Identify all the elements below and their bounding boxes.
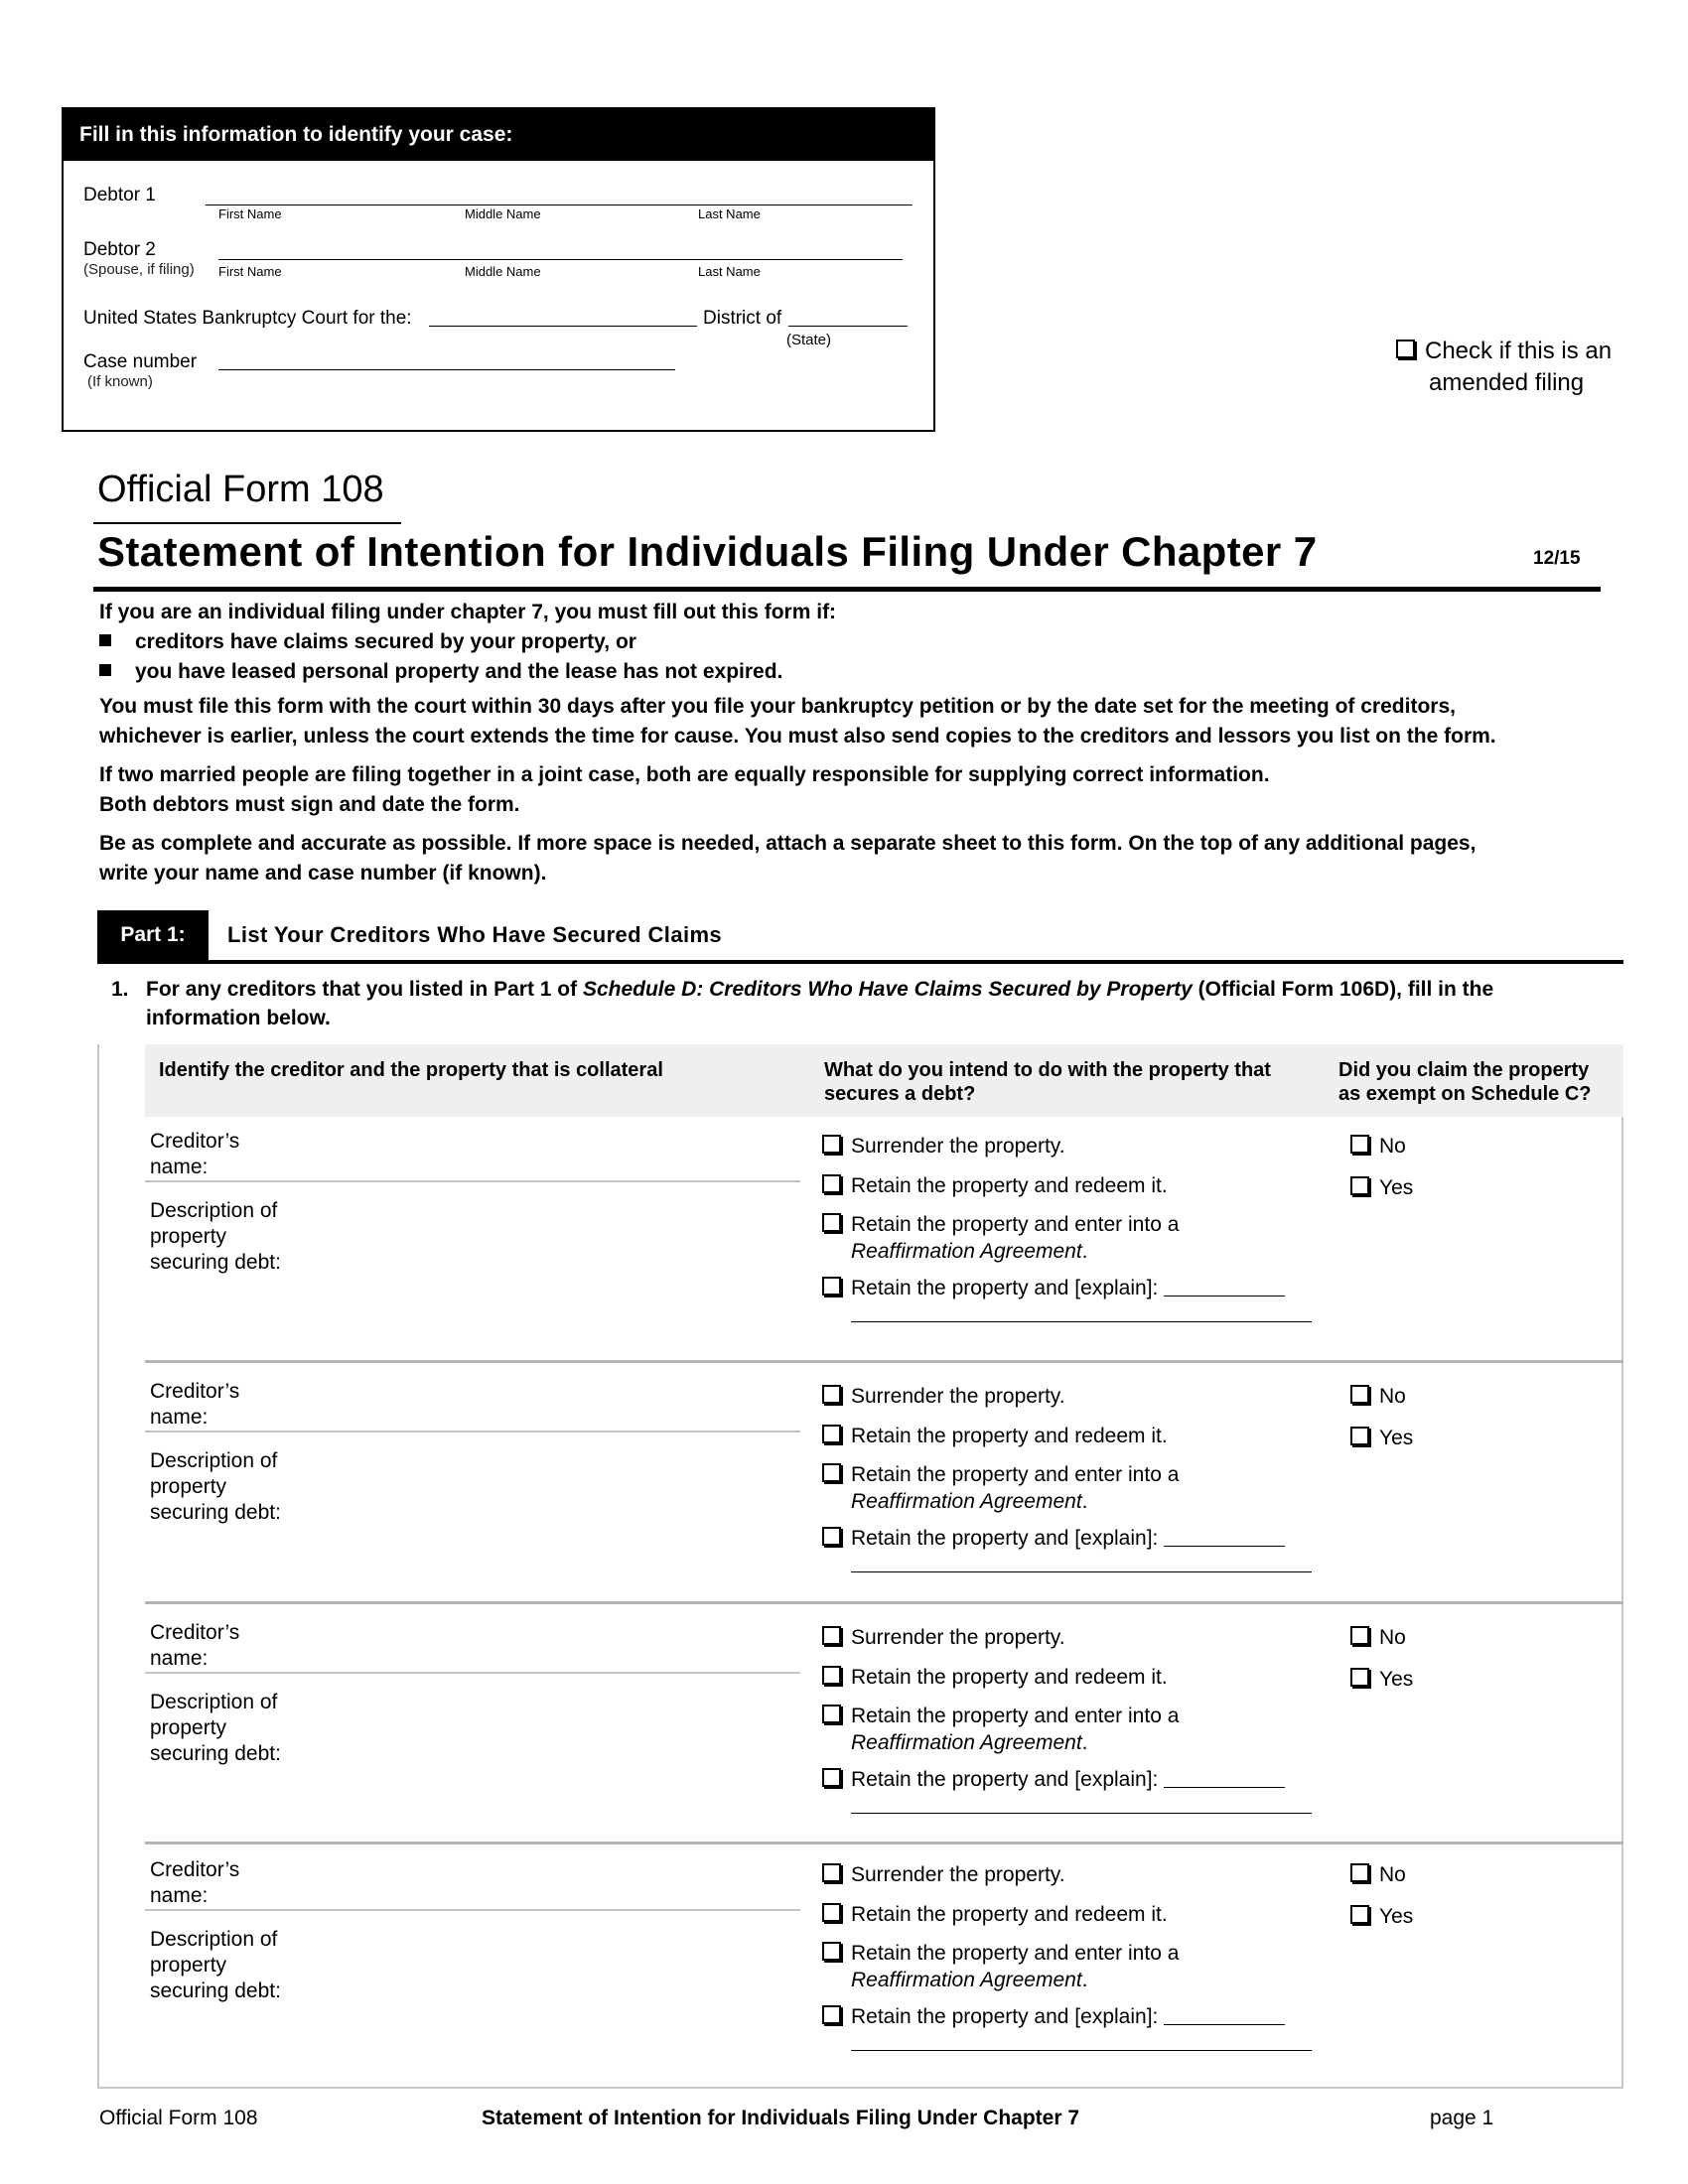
col-header-intention-line2: secures a debt? (824, 1083, 976, 1105)
reaffirm-checkbox[interactable] (822, 1463, 841, 1482)
exempt-no-label: No (1379, 1863, 1406, 1886)
footer-form-title: Statement of Intention for Individuals Filing Under Chapter 7 (482, 2107, 1080, 2129)
property-description-line3: securing debt: (150, 1501, 281, 1524)
col-header-intention (824, 1058, 1271, 1106)
case-number-label: Case number (83, 351, 198, 372)
explain-field[interactable] (1164, 1769, 1285, 1788)
reaffirm-checkbox[interactable] (822, 1942, 841, 1961)
option-reaffirm[interactable] (822, 1703, 1179, 1729)
creditor-name-field[interactable] (145, 1672, 800, 1674)
explain-field[interactable] (1164, 1528, 1285, 1547)
exempt-yes-label: Yes (1379, 1427, 1414, 1449)
creditor-name-label (150, 1857, 239, 1909)
reaffirmation-agreement-text: Reaffirmation Agreement (851, 1490, 1082, 1513)
option-surrender[interactable] (822, 1133, 1065, 1160)
property-description-line3: securing debt: (150, 1742, 281, 1765)
option-reaffirm-line2 (851, 1238, 1088, 1265)
exempt-no-option[interactable] (1350, 1383, 1406, 1410)
intro-p1-line1: You must file this form with the court within 30 days after you file your bankruptcy petition or by the date set for the meeting of creditors, (99, 695, 1456, 718)
court-field[interactable] (429, 326, 697, 327)
exempt-yes-label: Yes (1379, 1176, 1414, 1199)
reaffirm-period: . (1081, 1969, 1088, 1991)
creditor-name-label-line1: Creditor’s (150, 1621, 240, 1644)
creditor-name-label (150, 1379, 239, 1431)
explain-field-line2[interactable] (851, 2050, 1312, 2051)
debtor2-name-field[interactable] (218, 259, 903, 260)
col-header-intention-line1: What do you intend to do with the property that (824, 1059, 1271, 1081)
intro-p2-line2: Both debtors must sign and date the form. (99, 793, 520, 816)
option-surrender[interactable] (822, 1624, 1065, 1651)
form-number-rule (93, 522, 401, 524)
exempt-yes-option[interactable] (1350, 1174, 1413, 1201)
option-redeem-label: Retain the property and redeem it. (851, 1666, 1168, 1689)
option-explain-label: Retain the property and [explain]: (851, 1768, 1159, 1791)
redeem-checkbox[interactable] (822, 1903, 841, 1922)
option-redeem[interactable] (822, 1423, 1168, 1449)
exempt-no-checkbox[interactable] (1350, 1863, 1369, 1882)
reaffirm-checkbox[interactable] (822, 1213, 841, 1232)
debtor1-label: Debtor 1 (83, 185, 156, 205)
exempt-yes-option[interactable] (1350, 1903, 1413, 1930)
property-description-line1: Description of (150, 1199, 278, 1222)
surrender-checkbox[interactable] (822, 1135, 841, 1154)
intro-p2-line1: If two married people are filing together in a joint case, both are equally responsible for supplying correct information. (99, 763, 1270, 786)
option-explain[interactable] (822, 2003, 1285, 2030)
bullet-icon (99, 664, 111, 676)
amended-checkbox[interactable] (1396, 340, 1415, 358)
creditor-name-label-line1: Creditor’s (150, 1130, 240, 1153)
intro-bullet-2 (99, 657, 1609, 687)
creditor-name-label-line1: Creditor’s (150, 1858, 240, 1881)
exempt-no-checkbox[interactable] (1350, 1135, 1369, 1154)
col-header-exempt-line1: Did you claim the property (1338, 1059, 1590, 1081)
debtor2-note: (Spouse, if filing) (83, 261, 195, 278)
question-1-text-b: (Official Form 106D), fill in the (1192, 978, 1494, 1001)
property-description-label (150, 1690, 281, 1767)
property-description-line2: property (150, 1475, 227, 1498)
property-description-line2: property (150, 1716, 227, 1739)
exempt-yes-checkbox[interactable] (1350, 1427, 1369, 1445)
reaffirmation-agreement-text: Reaffirmation Agreement (851, 1969, 1082, 1991)
property-description-line3: securing debt: (150, 1979, 281, 2002)
creditor-name-field[interactable] (145, 1180, 800, 1182)
intro-p3-line1: Be as complete and accurate as possible. If more space is needed, attach a separate sheet to this form. On the top of any additional pages, (99, 832, 1477, 855)
option-explain-label: Retain the property and [explain]: (851, 1527, 1159, 1550)
row-separator (145, 1601, 1623, 1604)
debtor1-middle-name-caption: Middle Name (465, 206, 541, 221)
option-reaffirm-label: Retain the property and enter into a (851, 1213, 1180, 1236)
option-redeem-label: Retain the property and redeem it. (851, 1174, 1168, 1197)
explain-field[interactable] (1164, 1278, 1285, 1297)
option-reaffirm[interactable] (822, 1461, 1179, 1488)
exempt-yes-checkbox[interactable] (1350, 1668, 1369, 1687)
case-info-header: Fill in this information to identify your case: (64, 109, 933, 161)
option-redeem-label: Retain the property and redeem it. (851, 1425, 1168, 1447)
explain-field-line2[interactable] (851, 1813, 1312, 1814)
exempt-no-label: No (1379, 1626, 1406, 1649)
property-description-line1: Description of (150, 1928, 278, 1951)
surrender-checkbox[interactable] (822, 1385, 841, 1404)
property-description-label (150, 1927, 281, 2004)
option-surrender-label: Surrender the property. (851, 1135, 1065, 1158)
option-surrender[interactable] (822, 1383, 1065, 1410)
part1-label: Part 1: (97, 910, 209, 960)
exempt-no-option[interactable] (1350, 1861, 1406, 1888)
exempt-no-checkbox[interactable] (1350, 1385, 1369, 1404)
option-surrender[interactable] (822, 1861, 1065, 1888)
bullet-icon (99, 634, 111, 646)
option-surrender-label: Surrender the property. (851, 1863, 1065, 1886)
question-1-line2: information below. (146, 1007, 331, 1029)
intro-p3-line2: write your name and case number (if known). (99, 862, 547, 885)
reaffirm-period: . (1081, 1731, 1088, 1754)
question-1-text-a: For any creditors that you listed in Part 1 of (146, 978, 583, 1001)
row-separator (145, 1842, 1623, 1844)
exempt-yes-label: Yes (1379, 1905, 1414, 1928)
intro-bullet-2-text: you have leased personal property and the lease has not expired. (135, 660, 783, 683)
property-description-label (150, 1448, 281, 1526)
option-redeem-label: Retain the property and redeem it. (851, 1903, 1168, 1926)
redeem-checkbox[interactable] (822, 1666, 841, 1685)
district-field[interactable] (788, 326, 908, 327)
col-header-exempt (1338, 1058, 1592, 1106)
creditor-name-label-line2: name: (150, 1406, 209, 1429)
exempt-yes-option[interactable] (1350, 1425, 1413, 1451)
debtor2-label: Debtor 2 (83, 239, 156, 260)
explain-checkbox[interactable] (822, 1277, 841, 1296)
reaffirm-period: . (1081, 1490, 1088, 1513)
case-number-field[interactable] (218, 369, 675, 370)
creditor-name-field[interactable] (145, 1909, 800, 1911)
explain-checkbox[interactable] (822, 2005, 841, 2024)
state-caption: (State) (786, 332, 832, 348)
intro-p1-line2: whichever is earlier, unless the court extends the time for cause. You must also send copies to the creditors and lessors you list on the form. (99, 725, 1496, 748)
creditor-name-label-line1: Creditor’s (150, 1380, 240, 1403)
col-header-creditor: Identify the creditor and the property that is collateral (159, 1059, 663, 1081)
explain-field-line2[interactable] (851, 1321, 1312, 1322)
option-reaffirm[interactable] (822, 1211, 1179, 1238)
option-surrender-label: Surrender the property. (851, 1385, 1065, 1408)
option-reaffirm-label: Retain the property and enter into a (851, 1463, 1180, 1486)
exempt-no-checkbox[interactable] (1350, 1626, 1369, 1645)
reaffirm-checkbox[interactable] (822, 1705, 841, 1723)
exempt-no-label: No (1379, 1135, 1406, 1158)
footer-form-number: Official Form 108 (99, 2107, 258, 2129)
explain-field-line2[interactable] (851, 1571, 1312, 1572)
property-description-line2: property (150, 1225, 227, 1248)
question-1-schedule-ref: Schedule D: Creditors Who Have Claims Secured by Property (582, 978, 1193, 1001)
option-redeem[interactable] (822, 1172, 1168, 1199)
property-description-label (150, 1198, 281, 1276)
option-redeem[interactable] (822, 1664, 1168, 1691)
intro-bullet-1 (99, 627, 1609, 657)
option-explain[interactable] (822, 1525, 1285, 1552)
explain-checkbox[interactable] (822, 1768, 841, 1787)
col-header-exempt-line2: as exempt on Schedule C? (1338, 1083, 1592, 1105)
exempt-yes-checkbox[interactable] (1350, 1905, 1369, 1924)
case-number-note: (If known) (87, 373, 153, 390)
option-reaffirm-label: Retain the property and enter into a (851, 1705, 1180, 1727)
option-reaffirm-line2 (851, 1967, 1088, 1993)
debtor1-first-name-caption: First Name (218, 206, 282, 221)
debtor2-middle-name-caption: Middle Name (465, 264, 541, 279)
intro-lead: If you are an individual filing under chapter 7, you must fill out this form if: (99, 601, 837, 623)
row-separator (145, 1360, 1623, 1363)
option-explain[interactable] (822, 1275, 1285, 1301)
redeem-checkbox[interactable] (822, 1425, 841, 1443)
explain-checkbox[interactable] (822, 1527, 841, 1546)
creditor-name-label-line2: name: (150, 1647, 209, 1670)
exempt-no-option[interactable] (1350, 1133, 1406, 1160)
exempt-yes-label: Yes (1379, 1668, 1414, 1691)
form-number: Official Form 108 (97, 469, 384, 510)
option-reaffirm-line2 (851, 1729, 1088, 1756)
property-description-line2: property (150, 1954, 227, 1977)
creditor-name-label-line2: name: (150, 1156, 209, 1178)
exempt-no-option[interactable] (1350, 1624, 1406, 1651)
property-description-line1: Description of (150, 1449, 278, 1472)
debtor2-first-name-caption: First Name (218, 264, 282, 279)
intro-bullet-1-text: creditors have claims secured by your property, or (135, 630, 636, 653)
amended-label-line1: Check if this is an (1425, 338, 1613, 364)
part1-title: List Your Creditors Who Have Secured Claims (227, 922, 723, 947)
option-reaffirm-line2 (851, 1488, 1088, 1515)
title-rule (93, 587, 1601, 592)
option-reaffirm-label: Retain the property and enter into a (851, 1942, 1180, 1965)
reaffirm-period: . (1081, 1240, 1088, 1263)
option-explain[interactable] (822, 1766, 1285, 1793)
creditor-name-label (150, 1620, 239, 1672)
reaffirmation-agreement-text: Reaffirmation Agreement (851, 1240, 1082, 1263)
explain-field[interactable] (1164, 2006, 1285, 2025)
option-redeem[interactable] (822, 1901, 1168, 1928)
surrender-checkbox[interactable] (822, 1863, 841, 1882)
debtor2-last-name-caption: Last Name (698, 264, 761, 279)
exempt-yes-checkbox[interactable] (1350, 1176, 1369, 1195)
question-1 (111, 975, 1611, 1032)
exempt-no-label: No (1379, 1385, 1406, 1408)
form-title: Statement of Intention for Individuals Filing Under Chapter 7 (97, 528, 1318, 575)
property-description-line3: securing debt: (150, 1251, 281, 1274)
debtor1-last-name-caption: Last Name (698, 206, 761, 221)
redeem-checkbox[interactable] (822, 1174, 841, 1193)
footer-page-number: page 1 (1430, 2107, 1494, 2129)
option-explain-label: Retain the property and [explain]: (851, 1277, 1159, 1299)
court-label: United States Bankruptcy Court for the: (83, 308, 412, 329)
option-surrender-label: Surrender the property. (851, 1626, 1065, 1649)
option-explain-label: Retain the property and [explain]: (851, 2005, 1159, 2028)
option-reaffirm[interactable] (822, 1940, 1179, 1967)
creditor-name-label-line2: name: (150, 1884, 209, 1907)
exempt-yes-option[interactable] (1350, 1666, 1413, 1693)
amended-label-line2: amended filing (1429, 369, 1585, 396)
creditor-name-field[interactable] (145, 1431, 800, 1433)
surrender-checkbox[interactable] (822, 1626, 841, 1645)
creditor-name-label (150, 1129, 239, 1180)
reaffirmation-agreement-text: Reaffirmation Agreement (851, 1731, 1082, 1754)
form-version: 12/15 (1533, 548, 1581, 569)
property-description-line1: Description of (150, 1691, 278, 1713)
district-label: District of (703, 308, 782, 329)
amended-filing-option[interactable] (1396, 336, 1612, 399)
question-1-number: 1. (111, 978, 129, 1001)
